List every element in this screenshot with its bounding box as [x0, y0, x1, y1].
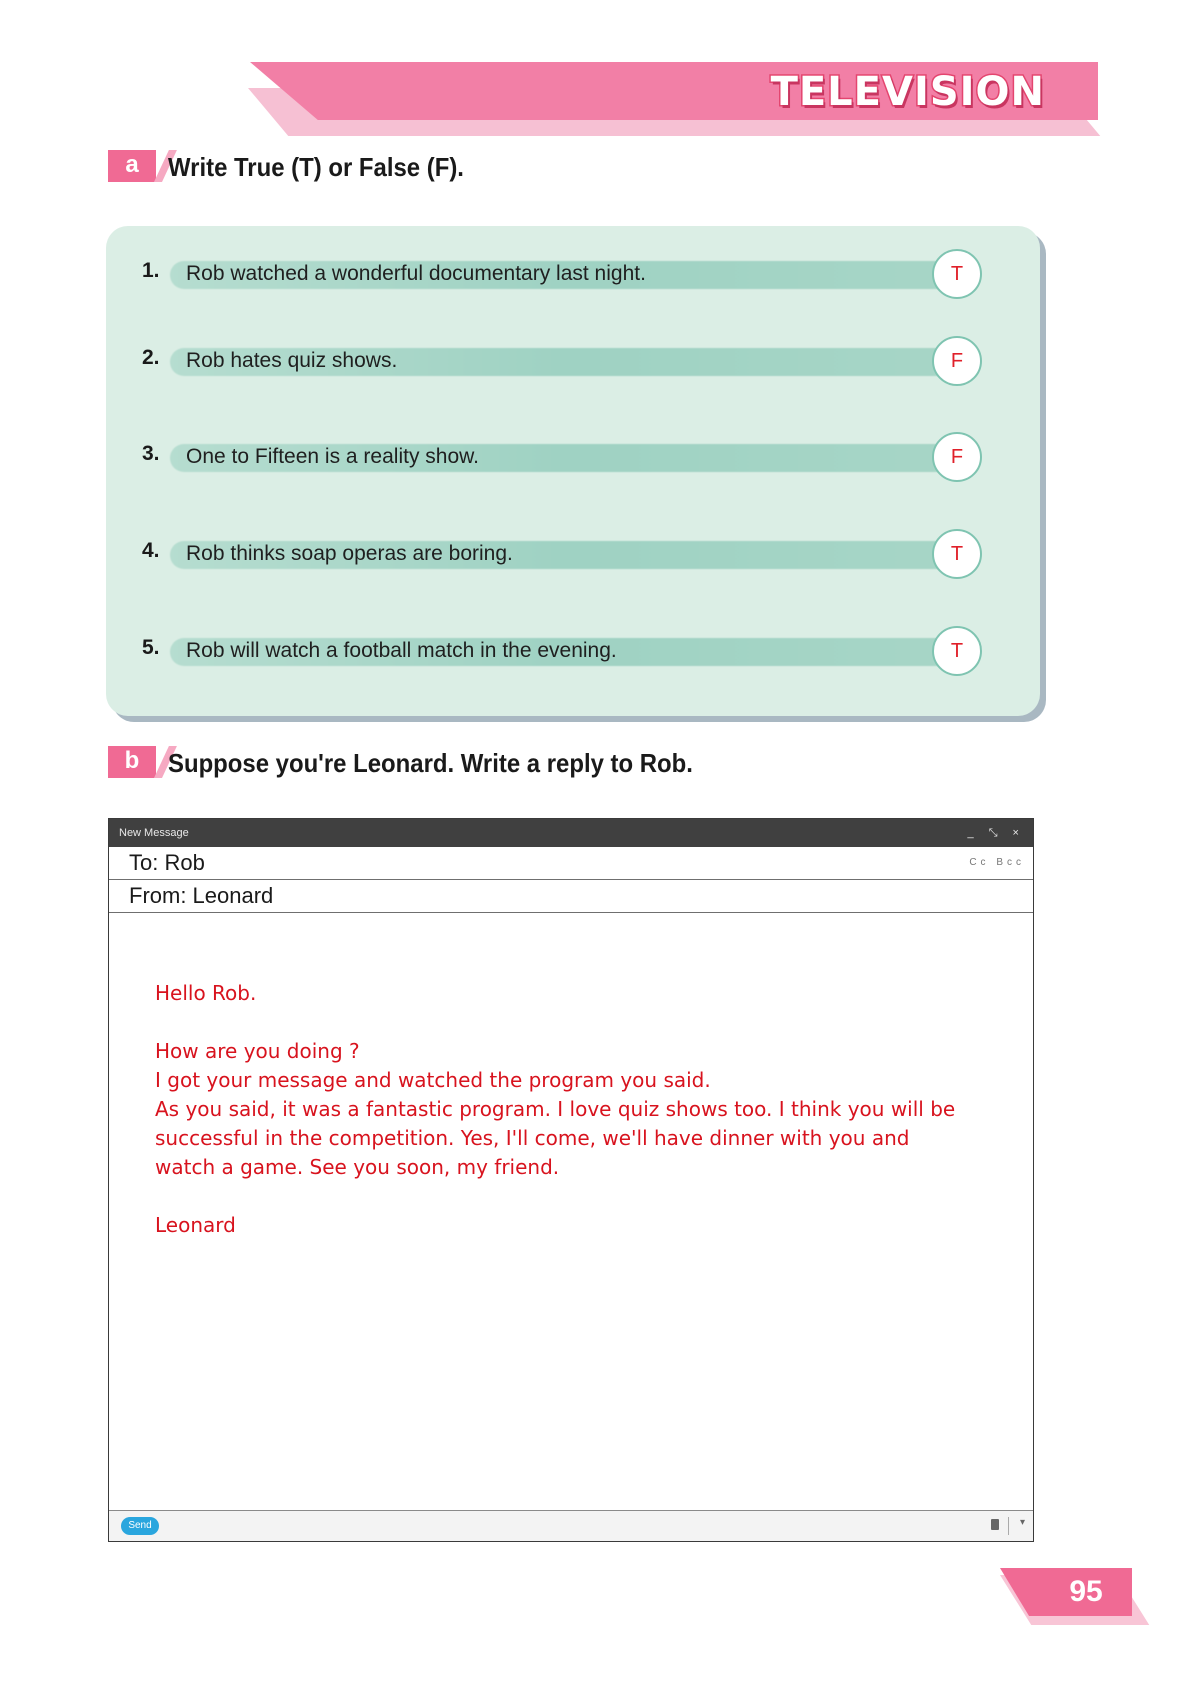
item-statement: Rob will watch a football match in the evening. [186, 639, 617, 662]
answer-circle[interactable]: T [932, 626, 982, 676]
signature: Leonard [155, 1213, 236, 1237]
tf-item-3 [106, 432, 1040, 482]
cc-bcc-links[interactable]: Cc Bcc [969, 857, 1025, 868]
item-number: 3. [142, 442, 160, 465]
to-value: To: Rob [129, 850, 205, 875]
email-compose-window [108, 818, 1034, 1542]
email-footer [109, 1510, 1033, 1541]
email-titlebar [109, 819, 1033, 847]
tf-item-1 [106, 249, 1040, 299]
page-title: TELEVISION [770, 69, 1045, 115]
section-b-label: b [108, 746, 156, 778]
body-line: How are you doing ? [155, 1039, 360, 1063]
tf-item-5 [106, 626, 1040, 676]
body-line: I got your message and watched the program you said. [155, 1068, 711, 1092]
greeting: Hello Rob. [155, 981, 257, 1005]
answer-circle[interactable]: T [932, 249, 982, 299]
item-number: 1. [142, 259, 160, 282]
item-number: 2. [142, 346, 160, 369]
item-number: 5. [142, 636, 160, 659]
answer-circle[interactable]: F [932, 432, 982, 482]
from-value: From: Leonard [129, 883, 274, 908]
item-statement: Rob watched a wonderful documentary last night. [186, 262, 646, 285]
answer-circle[interactable]: T [932, 529, 982, 579]
send-button[interactable]: Send [121, 1517, 159, 1535]
window-controls[interactable]: _ ⤡ × [967, 827, 1025, 839]
email-body[interactable] [155, 979, 975, 1240]
section-b-title: Suppose you're Leonard. Write a reply to Rob. [168, 748, 693, 778]
window-title: New Message [119, 827, 189, 839]
true-false-panel [106, 226, 1040, 716]
tf-item-2 [106, 336, 1040, 386]
item-number: 4. [142, 539, 160, 562]
section-a-label: a [108, 150, 156, 182]
item-statement: One to Fifteen is a reality show. [186, 445, 479, 468]
chevron-down-icon[interactable]: ▾ [1019, 1517, 1025, 1528]
tf-item-4 [106, 529, 1040, 579]
page-number: 95 [1069, 1575, 1103, 1608]
body-line: watch a game. See you soon, my friend. [155, 1155, 560, 1179]
answer-circle[interactable]: F [932, 336, 982, 386]
item-statement: Rob hates quiz shows. [186, 349, 398, 372]
footer-divider [1008, 1517, 1009, 1535]
body-line: successful in the competition. Yes, I'll come, we'll have dinner with you and [155, 1126, 910, 1150]
from-field[interactable] [109, 880, 1033, 913]
body-line: As you said, it was a fantastic program. I love quiz shows too. I think you will be [155, 1097, 956, 1121]
section-a-title: Write True (T) or False (F). [168, 152, 464, 182]
trash-icon[interactable] [991, 1519, 999, 1530]
item-statement: Rob thinks soap operas are boring. [186, 542, 513, 565]
to-field[interactable] [109, 847, 1033, 880]
